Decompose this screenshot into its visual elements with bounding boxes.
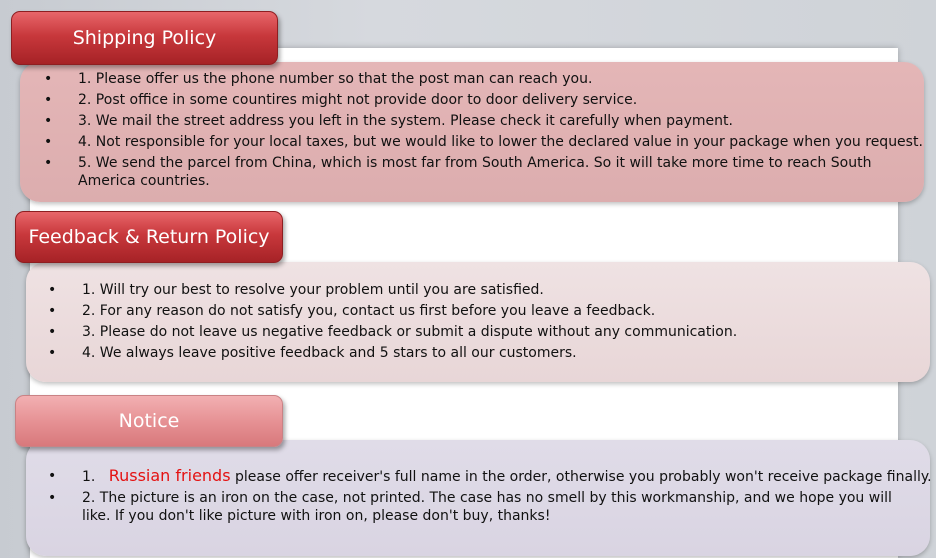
list-item: • 4. Not responsible for your local taxes, but we would like to lower the declared value in your package when you request.	[44, 134, 923, 150]
list-item: • 1. Please offer us the phone number so that the post man can reach you.	[44, 71, 593, 87]
list-item: • 2. For any reason do not satisfy you, contact us first before you leave a feedback.	[48, 303, 656, 319]
list-item: • 2. The picture is an iron on the case, not printed. The case has no smell by this workmanship, and we hope you will like. If you don't like picture with iron on, please don't buy, thanks!	[48, 490, 892, 524]
shipping-policy-panel	[20, 62, 924, 202]
list-item: • 2. Post office in some countires might not provide door to door delivery service.	[44, 92, 638, 108]
russian-friends-highlight: Russian friends	[108, 466, 231, 485]
section-title: Notice	[118, 410, 180, 432]
list-item: • 3. Please do not leave us negative feedback or submit a dispute without any communication.	[48, 324, 738, 340]
feedback-return-policy-tab	[15, 211, 283, 263]
list-item: • 3. We mail the street address you left in the system. Please check it carefully when payment.	[44, 113, 733, 129]
list-item: • 4. We always leave positive feedback and 5 stars to all our customers.	[48, 345, 577, 361]
shipping-policy-tab	[11, 11, 278, 65]
notice-panel	[26, 440, 930, 556]
list-item: • 1. Russian friends please offer receiver's full name in the order, otherwise you probably won't receive package finally.	[48, 466, 932, 485]
shipping-policy-list	[44, 70, 923, 193]
section-title: Feedback & Return Policy	[28, 226, 270, 248]
notice-list	[48, 466, 932, 528]
section-title: Shipping Policy	[72, 27, 217, 49]
list-item: • 1. Will try our best to resolve your problem until you are satisfied.	[48, 282, 544, 298]
list-item: • 5. We send the parcel from China, which is most far from South America. So it will take more time to reach South America countries.	[44, 155, 872, 189]
feedback-policy-list	[48, 281, 893, 365]
notice-tab	[15, 395, 283, 447]
feedback-policy-panel	[26, 262, 930, 382]
